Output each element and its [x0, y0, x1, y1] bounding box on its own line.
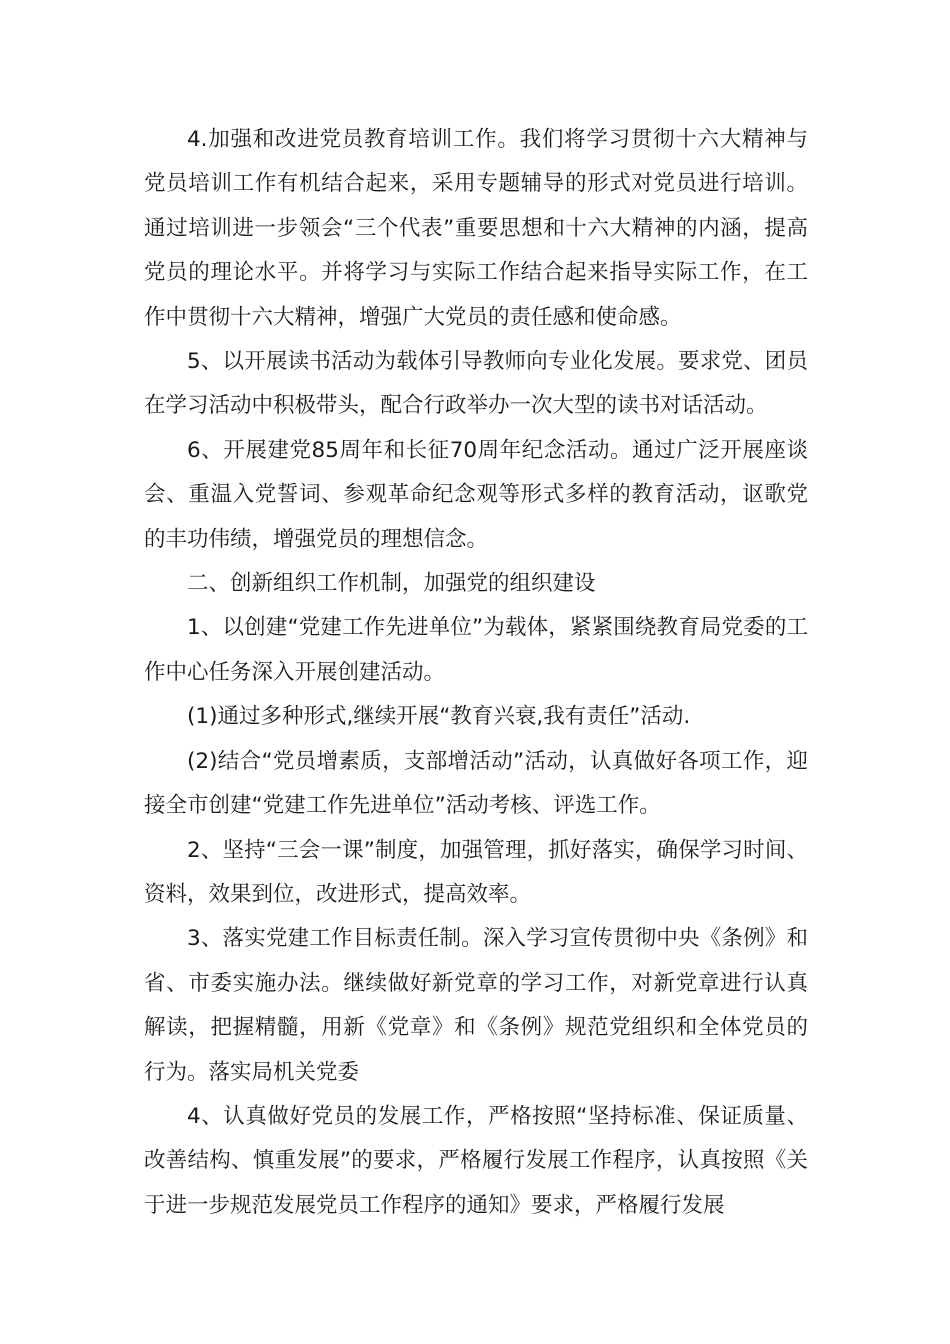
document-body [144, 118, 808, 1228]
paragraph-reading-activity: 5、以开展读书活动为载体引导教师向专业化发展。要求党、团员在学习活动中积极带头，配合行政举办一次大型的读书对话活动。 [144, 349, 808, 419]
paragraph-sub-item-2: (2)结合“党员增素质，支部增活动”活动，认真做好各项工作，迎接全市创建“党建工作先进单位”活动考核、评选工作。 [144, 748, 808, 819]
section-heading-organization: 二、创新组织工作机制，加强党的组织建设 [187, 571, 596, 597]
paragraph-responsibility-system: 3、落实党建工作目标责任制。深入学习宣传贯彻中央《条例》和省、市委实施办法。继续做好新党章的学习工作，对新党章进行认真解读，把握精髓，用新《党章》和《条例》规范党组织和全体党员的行为。落实局机关党委 [144, 926, 808, 1085]
paragraph-education-training: 4.加强和改进党员教育培训工作。我们将学习贯彻十六大精神与党员培训工作有机结合起来，采用专题辅导的形式对党员进行培训。通过培训进一步领会“三个代表”重要思想和十六大精神的内涵，提高党员的理论水平。并将学习与实际工作结合起来指导实际工作，在工作中贯彻十六大精神，增强广大党员的责任感和使命感。 [144, 127, 808, 330]
paragraph-anniversary-activity: 6、开展建党85周年和长征70周年纪念活动。通过广泛开展座谈会、重温入党誓词、参观革命纪念观等形式多样的教育活动，讴歌党的丰功伟绩，增强党员的理想信念。 [144, 437, 808, 552]
paragraph-advanced-unit: 1、以创建“党建工作先进单位”为载体，紧紧围绕教育局党委的工作中心任务深入开展创建活动。 [144, 615, 808, 685]
paragraph-member-development: 4、认真做好党员的发展工作，严格按照“坚持标准、保证质量、改善结构、慎重发展”的要求，严格履行发展工作程序，认真按照《关于进一步规范发展党员工作程序的通知》要求，严格履行发展 [144, 1103, 808, 1218]
paragraph-sub-item-1: (1)通过多种形式,继续开展“教育兴衰,我有责任”活动. [187, 704, 691, 730]
paragraph-three-meetings: 2、坚持“三会一课”制度，加强管理，抓好落实，确保学习时间、资料，效果到位，改进形式，提高效率。 [144, 837, 808, 907]
